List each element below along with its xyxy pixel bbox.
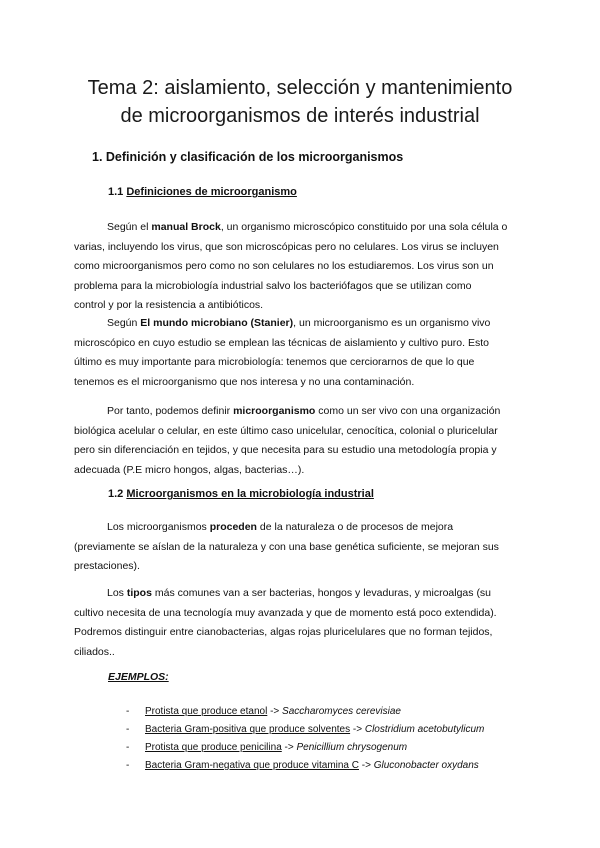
bold-term: tipos: [126, 587, 152, 599]
paragraph-stanier-definition: [74, 314, 536, 392]
paragraph-line: Podremos distinguir entre cianobacterias, algas rojas pluricelulares que no forman tejidos,: [74, 626, 493, 638]
text-run: Los: [107, 587, 127, 599]
arrow-text: ->: [267, 706, 283, 717]
text-run: de la naturaleza o de procesos de mejora: [256, 521, 454, 533]
document-title-line-1: Tema 2: aislamiento, selección y mantenimiento: [87, 77, 513, 99]
list-item: [126, 757, 484, 775]
paragraph-line: varias, incluyendo los virus, que son microscópicas pero no celulares. Los virus se incluyen: [74, 240, 499, 253]
bold-term: manual Brock: [151, 221, 221, 233]
paragraph-types: [74, 584, 536, 662]
paragraph-line: [74, 218, 536, 238]
list-item: [126, 703, 484, 721]
subsection-title: Microorganismos en la microbiología industrial: [126, 488, 374, 500]
list-dash: -: [126, 742, 130, 753]
arrow-text: ->: [350, 724, 365, 735]
paragraph-line: [74, 518, 536, 538]
text-run: más comunes van a ser bacterias, hongos y levaduras, y microalgas (su: [151, 587, 492, 599]
paragraph-line: adecuada (P.E micro hongos, algas, bacterias…).: [74, 463, 305, 476]
paragraph-line: [74, 402, 536, 422]
list-item: [126, 739, 484, 757]
examples-list: [126, 703, 484, 775]
list-dash: -: [126, 706, 130, 717]
subsection-title: Definiciones de microorganismo: [126, 186, 297, 198]
paragraph-line: biológica acelular o celular, en este último caso unicelular, cenocítica, colonial o pluricelular: [74, 424, 498, 437]
subsection-heading-1-2: [108, 488, 374, 500]
text-run: como un ser vivo con una organización: [315, 405, 501, 417]
paragraph-line: problema para la microbiología industrial salvo los bacteriófagos que se utilizan como: [74, 279, 472, 292]
example-description-link[interactable]: Bacteria Gram-negativa que produce vitamina C: [145, 760, 359, 771]
paragraph-line: cultivo necesita de una tecnología muy avanzada y que de momento está poco extendida).: [74, 606, 497, 619]
paragraph-line: control y por la resistencia a antibióticos.: [74, 299, 264, 311]
example-description-link[interactable]: Protista que produce etanol: [145, 706, 268, 717]
species-name: Gluconobacter oxydans: [373, 760, 479, 771]
example-description-link[interactable]: Bacteria Gram-positiva que produce solventes: [145, 724, 351, 735]
paragraph-line: último es muy importante para microbiología: tenemos que cerciorarnos de que lo que: [74, 356, 475, 368]
paragraph-line: como microorganismos pero como no son celulares no los estudiaremos. Los virus son un: [74, 260, 494, 272]
text-run: Según: [107, 317, 141, 329]
subsection-heading-1-1: [108, 186, 297, 198]
paragraph-line: [74, 584, 536, 604]
section-heading: 1. Definición y clasificación de los microorganismos: [92, 150, 404, 164]
text-run: , un microorganismo es un organismo vivo: [293, 317, 491, 329]
paragraph-line: prestaciones).: [74, 560, 140, 572]
text-run: Por tanto, podemos definir: [107, 405, 234, 417]
paragraph-line: [74, 314, 536, 334]
text-run: Según el: [107, 221, 152, 233]
list-dash: -: [126, 724, 130, 735]
bold-term: proceden: [209, 521, 257, 533]
list-dash: -: [126, 760, 130, 771]
arrow-text: ->: [281, 742, 297, 753]
paragraph-origin: [74, 518, 536, 577]
paragraph-line: tenemos es el microorganismo que nos interesa y no una contaminación.: [74, 375, 415, 388]
document-title-line-2: de microorganismos de interés industrial: [120, 105, 480, 127]
paragraph-line: pero sin diferenciación en tejidos, y que necesita para su estudio una metodología propia y: [74, 444, 497, 456]
paragraph-line: microscópico en cuyo estudio se emplean las técnicas de aislamiento y cultivo puro. Esto: [74, 336, 489, 349]
species-name: Saccharomyces cerevisiae: [282, 706, 401, 717]
text-run: , un organismo microscópico constituido por una sola célula o: [220, 221, 508, 233]
paragraph-line: (previamente se aíslan de la naturaleza y con una base genética suficiente, se mejoran sus: [74, 540, 499, 553]
text-run: Los microorganismos: [107, 521, 210, 533]
example-description-link[interactable]: Protista que produce penicilina: [145, 742, 282, 753]
examples-label: EJEMPLOS:: [108, 671, 169, 683]
arrow-text: ->: [359, 760, 374, 771]
paragraph-brock-definition: [74, 218, 536, 316]
paragraph-line: ciliados..: [74, 645, 115, 658]
bold-term: microorganismo: [233, 405, 316, 417]
species-name: Clostridium acetobutylicum: [364, 724, 485, 735]
subsection-number: 1.1: [108, 186, 127, 198]
species-name: Penicillium chrysogenum: [296, 742, 408, 753]
bold-term: El mundo microbiano (Stanier): [140, 317, 294, 329]
subsection-number: 1.2: [108, 488, 127, 500]
paragraph-microorganism-definition: [74, 402, 536, 480]
list-item: [126, 721, 484, 739]
